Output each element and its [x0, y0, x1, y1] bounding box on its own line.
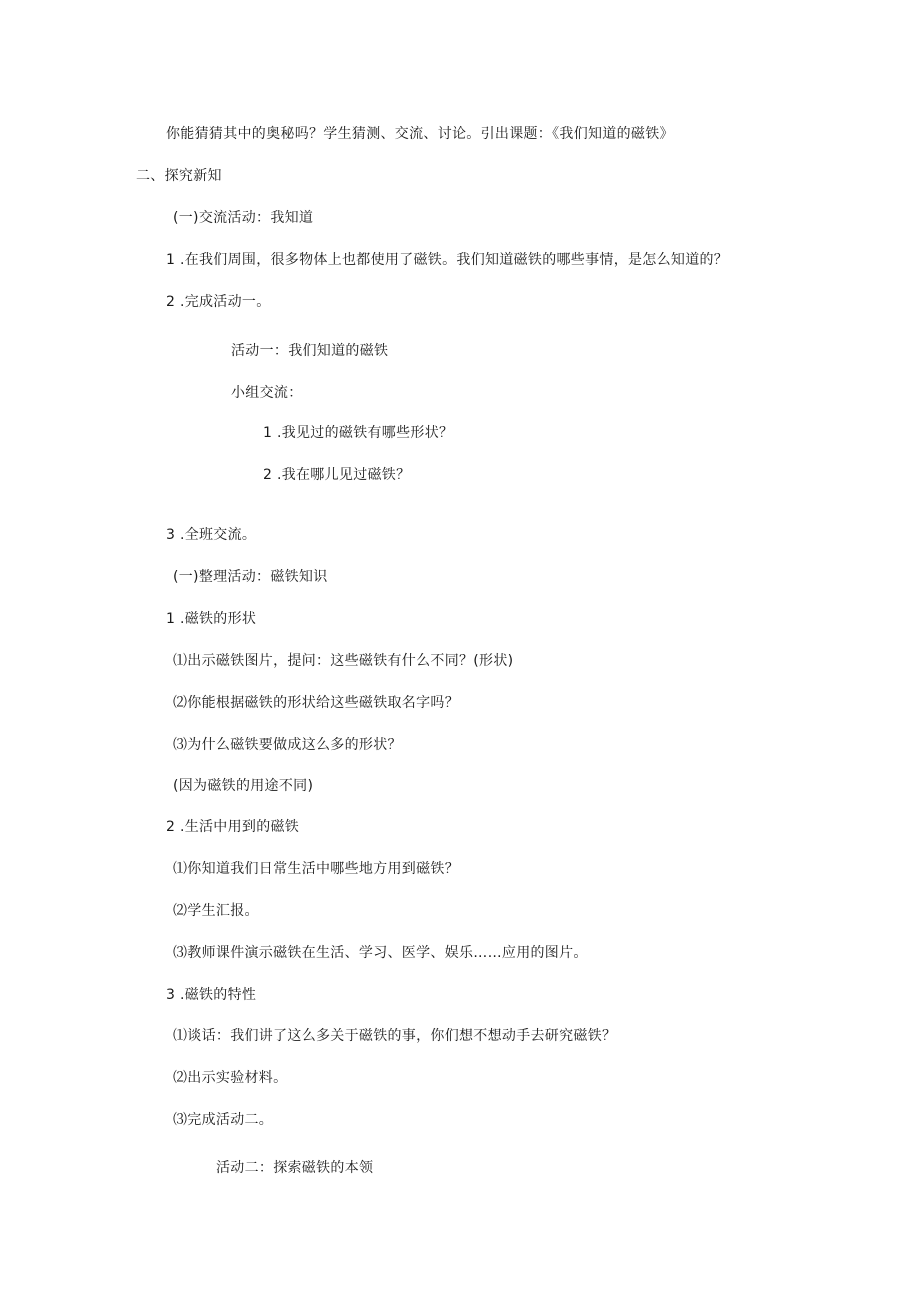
sub-list-item: ⑶完成活动二。: [173, 1112, 274, 1128]
sub-list-item: ⑴你知道我们日常生活中哪些地方用到磁铁？: [173, 861, 459, 877]
sub-list-item: ⑴出示磁铁图片，提问：这些磁铁有什么不同？(形状): [173, 653, 514, 669]
list-item: 1 .在我们周围，很多物体上也都使用了磁铁。我们知道磁铁的哪些事情，是怎么知道的？: [166, 252, 729, 268]
list-item: 2 .完成活动一。: [166, 294, 271, 310]
activity-subtitle: 小组交流：: [231, 385, 303, 401]
activity-title: 活动一：我们知道的磁铁: [231, 343, 389, 359]
note-text: (因为磁铁的用途不同): [173, 778, 314, 794]
sub-list-item: ⑶教师课件演示磁铁在生活、学习、医学、娱乐……应用的图片。: [173, 945, 588, 961]
activity-question: 1 .我见过的磁铁有哪些形状？: [263, 425, 454, 441]
sub-list-item: ⑵你能根据磁铁的形状给这些磁铁取名字吗？: [173, 695, 459, 711]
activity-question: 2 .我在哪儿见过磁铁？: [263, 467, 411, 483]
section-heading: 二、探究新知: [136, 168, 222, 184]
list-item: 2 .生活中用到的磁铁: [166, 819, 300, 835]
sub-list-item: ⑴谈话：我们讲了这么多关于磁铁的事，你们想不想动手去研究磁铁？: [173, 1028, 617, 1044]
sub-list-item: ⑵出示实验材料。: [173, 1070, 288, 1086]
list-item: 1 .磁铁的形状: [166, 611, 257, 627]
activity-title: 活动二：探索磁铁的本领: [216, 1160, 374, 1176]
list-item: 3 .磁铁的特性: [166, 987, 257, 1003]
sub-list-item: ⑶为什么磁铁要做成这么多的形状？: [173, 737, 402, 753]
subsection-heading: (一)交流活动：我知道: [173, 210, 314, 226]
intro-paragraph: 你能猜猜其中的奥秘吗？学生猜测、交流、讨论。引出课题：《我们知道的磁铁》: [166, 126, 674, 142]
sub-list-item: ⑵学生汇报。: [173, 903, 259, 919]
list-item: 3 .全班交流。: [166, 527, 257, 543]
subsection-heading: (一)整理活动：磁铁知识: [173, 569, 328, 585]
